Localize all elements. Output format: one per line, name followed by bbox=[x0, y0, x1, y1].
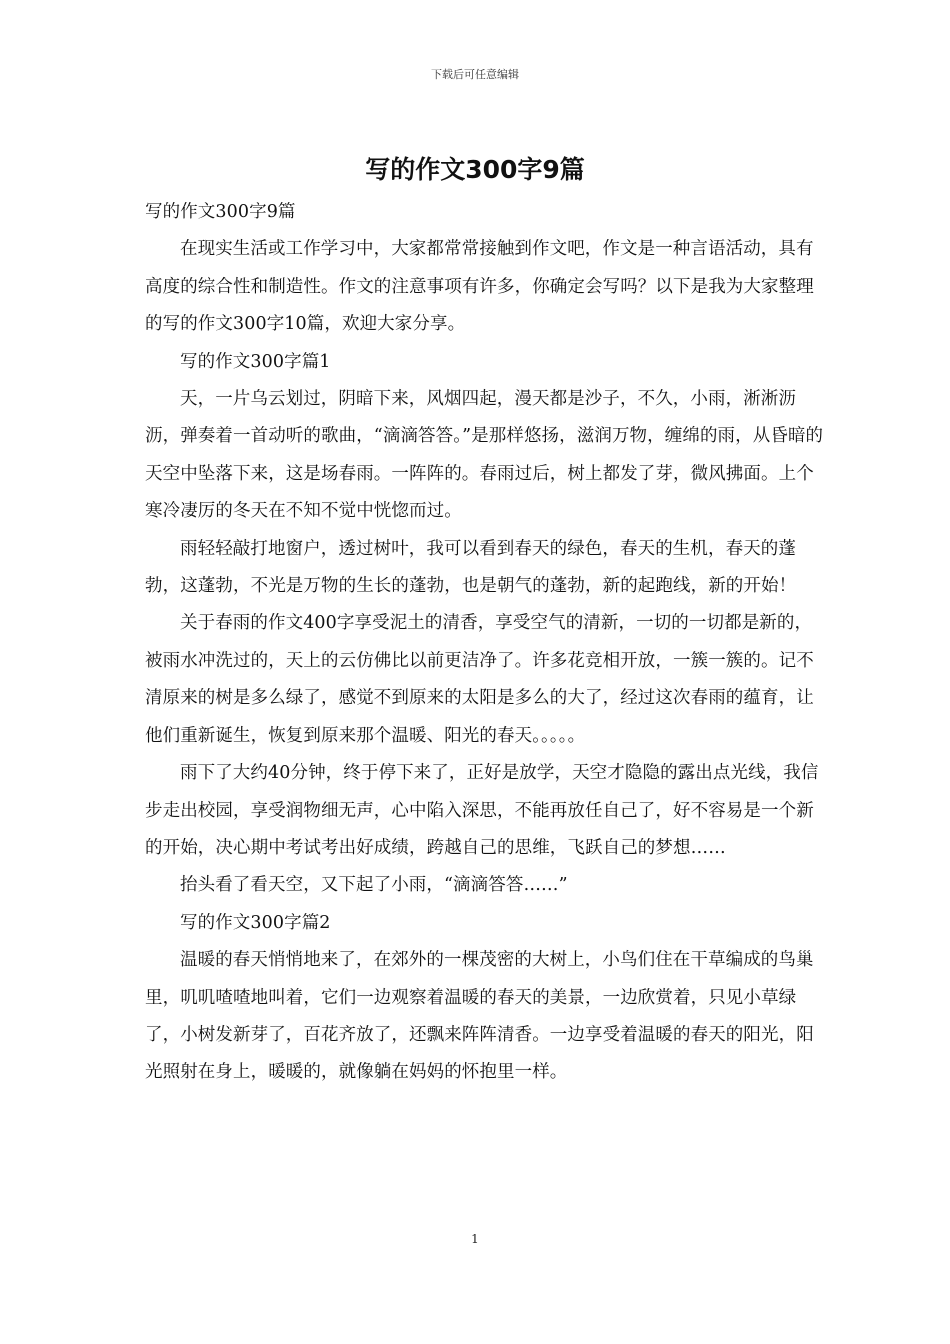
paragraph: 雨下了大约40分钟，终于停下来了，正好是放学，天空才隐隐的露出点光线，我信步走出校园，享受润物细无声，心中陷入深思，不能再放任自己了，好不容易是一个新的开始，决心期中考试考出好成绩，跨越自己的思维，飞跃自己的梦想…… bbox=[145, 763, 819, 858]
page-number: 1 bbox=[471, 1232, 479, 1246]
document-title: 写的作文300字9篇 bbox=[365, 155, 585, 184]
paragraph: 温暖的春天悄悄地来了，在郊外的一棵茂密的大树上，小鸟们住在干草编成的鸟巢里，叽叽喳喳地叫着，它们一边观察着温暖的春天的美景，一边欣赏着，只见小草绿了，小树发新芽了，百花齐放了，还飘来阵阵清香。一边享受着温暖的春天的阳光，阳光照射在身上，暖暖的，就像躺在妈妈的怀抱里一样。 bbox=[145, 950, 814, 1083]
paragraph: 写的作文300字9篇 bbox=[145, 202, 296, 222]
paragraph: 雨轻轻敲打地窗户，透过树叶，我可以看到春天的绿色，春天的生机，春天的蓬勃，这蓬勃，不光是万物的生长的蓬勃，也是朝气的蓬勃，新的起跑线，新的开始！ bbox=[145, 538, 797, 597]
paragraph: 抬头看了看天空，又下起了小雨，“滴滴答答……” bbox=[180, 875, 568, 896]
paragraph: 在现实生活或工作学习中，大家都常常接触到作文吧，作文是一种言语活动，具有高度的综合性和制造性。作文的注意事项有许多，你确定会写吗？以下是我为大家整理的写的作文300字10篇，欢迎大家分享。 bbox=[145, 239, 814, 335]
paragraph: 关于春雨的作文400字享受泥土的清香，享受空气的清新，一切的一切都是新的，被雨水冲洗过的，天上的云仿佛比以前更洁净了。许多花竞相开放，一簇一簇的。记不清原来的树是多么绿了，感觉不到原来的太阳是多么的大了，经过这次春雨的蕴育，让他们重新诞生，恢复到原来那个温暖、阳光的春天。。。。。 bbox=[145, 613, 814, 746]
document-body bbox=[145, 194, 825, 1092]
section-heading: 写的作文300字篇1 bbox=[180, 351, 331, 372]
page-header: 下载后可任意编辑 bbox=[431, 68, 519, 81]
paragraph: 天，一片乌云划过，阴暗下来，风烟四起，漫天都是沙子，不久，小雨，淅淅沥沥，弹奏着一首动听的歌曲，“滴滴答答。”是那样悠扬，滋润万物，缠绵的雨，从昏暗的天空中坠落下来，这是场春雨。一阵阵的。春雨过后，树上都发了芽，微风拂面。上个寒冷凄厉的冬天在不知不觉中恍惚而过。 bbox=[145, 389, 824, 522]
section-heading: 写的作文300字篇2 bbox=[180, 912, 331, 933]
